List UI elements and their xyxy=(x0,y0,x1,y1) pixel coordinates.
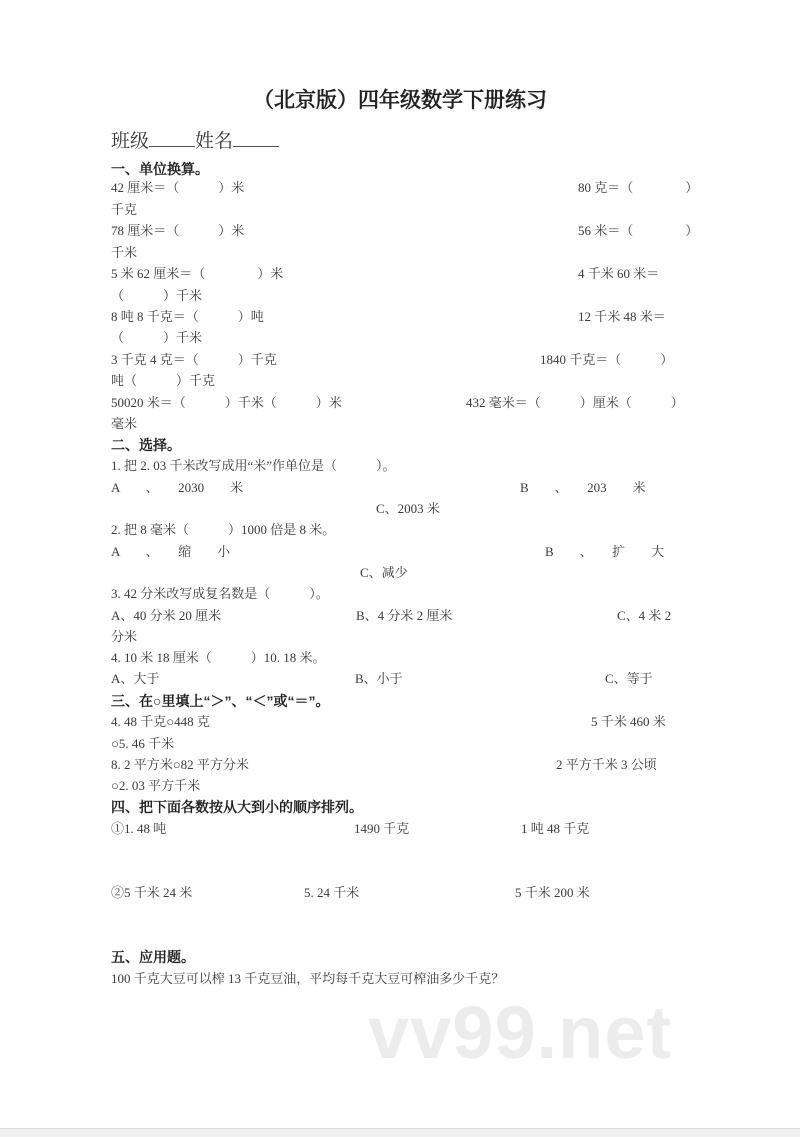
option-a: A 、 缩 小 xyxy=(111,544,231,559)
option-b: B 、 扩 大 xyxy=(545,544,665,559)
question-line: 78 厘米＝（ ）米 xyxy=(111,223,245,238)
question-line: 毫米 xyxy=(111,416,138,431)
question-line: （ ）千米 xyxy=(111,288,203,303)
question-line: 56 米＝（ ） xyxy=(578,223,699,238)
question-line: 1840 千克＝（ ） xyxy=(540,352,674,367)
class-blank xyxy=(149,130,195,147)
option-b: B、小于 xyxy=(355,671,403,686)
option-c: C、等于 xyxy=(605,671,653,686)
question-line: 80 克＝（ ） xyxy=(578,180,699,195)
page-title: （北京版）四年级数学下册练习 xyxy=(253,89,547,112)
page-footer-gap xyxy=(0,1129,800,1137)
option-c: C、减少 xyxy=(360,565,408,580)
question-line: 432 毫米＝（ ）厘米（ ） xyxy=(466,395,684,410)
question-line: ①1. 48 吨 xyxy=(111,821,167,836)
question-line: 千米 xyxy=(111,245,138,260)
section-2-heading: 二、选择。 xyxy=(111,437,181,453)
question-line: 5 千米 200 米 xyxy=(515,885,590,900)
question-line: ○5. 46 千米 xyxy=(111,736,175,751)
option-a: A、大于 xyxy=(111,671,160,686)
section-5-heading: 五、应用题。 xyxy=(111,949,195,965)
question-line: 3. 42 分米改写成复名数是（ ）。 xyxy=(111,586,329,601)
section-4-heading: 四、把下面各数按从大到小的顺序排列。 xyxy=(111,799,363,815)
question-line: 42 厘米＝（ ）米 xyxy=(111,180,245,195)
question-line: 3 千克 4 克＝（ ）千克 xyxy=(111,352,277,367)
question-line: 4. 48 千克○448 克 xyxy=(111,714,210,729)
name-label: 姓名 xyxy=(195,131,234,152)
question-line: 5 千米 460 米 xyxy=(591,714,666,729)
name-blank xyxy=(233,130,279,147)
question-line: 5 米 62 厘米＝（ ）米 xyxy=(111,266,284,281)
question-line: 1. 把 2. 03 千米改写成用“米”作单位是（ ）。 xyxy=(111,458,396,473)
question-line: 2. 把 8 毫米（ ）1000 倍是 8 米。 xyxy=(111,522,336,537)
section-1-heading: 一、单位换算。 xyxy=(111,161,209,177)
option-a: A、40 分米 20 厘米 xyxy=(111,608,222,623)
question-line: 12 千米 48 米＝ xyxy=(578,309,666,324)
question-line: 5. 24 千米 xyxy=(304,885,360,900)
option-c: C、2003 米 xyxy=(376,501,440,516)
section-3-heading: 三、在○里填上“＞”、“＜”或“＝”。 xyxy=(111,693,330,709)
question-line: ○2. 03 平方千米 xyxy=(111,778,201,793)
question-line: 4 千米 60 米＝ xyxy=(578,266,660,281)
question-line: 1490 千克 xyxy=(354,821,410,836)
question-line: （ ）千米 xyxy=(111,330,203,345)
question-line: 8. 2 平方米○82 平方分米 xyxy=(111,757,249,772)
option-c: C、4 米 2 xyxy=(617,608,672,623)
question-line: 4. 10 米 18 厘米（ ）10. 18 米。 xyxy=(111,650,326,665)
question-line: 千克 xyxy=(111,202,138,217)
question-line: 吨（ ）千克 xyxy=(111,373,216,388)
option-c-cont: 分米 xyxy=(111,629,138,644)
option-a: A 、 2030 米 xyxy=(111,480,244,495)
option-b: B、4 分米 2 厘米 xyxy=(356,608,453,623)
question-line: 8 吨 8 千克＝（ ）吨 xyxy=(111,309,264,324)
question-line: 100 千克大豆可以榨 13 千克豆油，平均每千克大豆可榨油多少千克？ xyxy=(111,971,505,986)
question-line: 50020 米＝（ ）千米（ ）米 xyxy=(111,395,342,410)
question-line: 1 吨 48 千克 xyxy=(521,821,590,836)
class-label: 班级 xyxy=(111,131,150,152)
question-line: ②5 千米 24 米 xyxy=(111,885,193,900)
option-b: B 、 203 米 xyxy=(520,480,646,495)
watermark: vv99.net xyxy=(368,991,673,1074)
question-line: 2 平方千米 3 公顷 xyxy=(556,757,657,772)
student-info xyxy=(111,126,279,153)
